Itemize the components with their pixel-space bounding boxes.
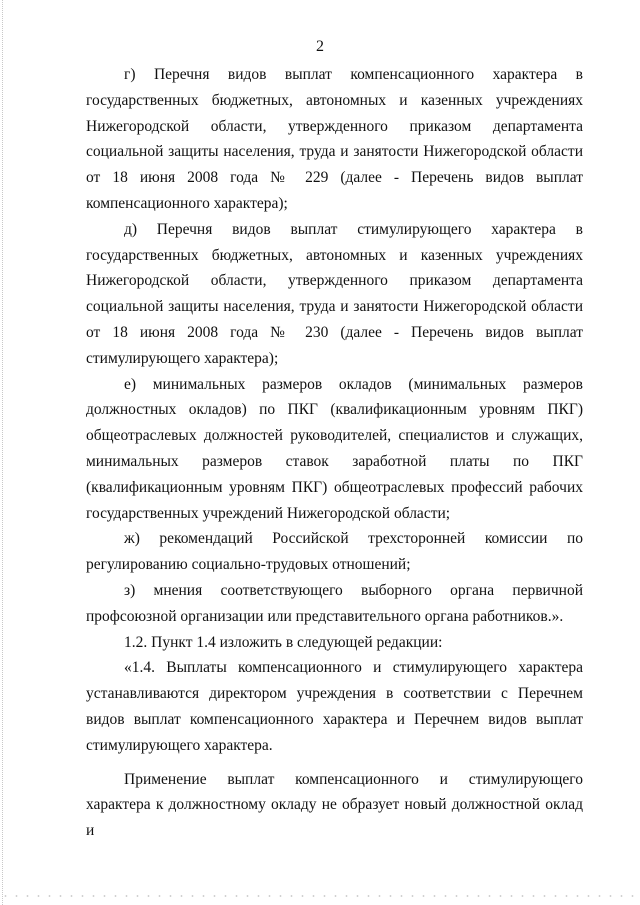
scan-edge: [2, 0, 4, 905]
paragraph-1-4: «1.4. Выплаты компенсационного и стимулирующего характера устанавливаются директором учреждения в соответствии с Перечнем видов выплат компенсационного характера и Перечнем видов выплат стимулирующего характера.: [86, 659, 583, 754]
paragraph-1-2: 1.2. Пункт 1.4 изложить в следующей редакции:: [124, 633, 443, 651]
paragraph-d: д) Перечня видов выплат стимулирующего характера в государственных бюджетных, автономных и казенных учреждениях Нижегородской области, утвержденного приказом департамента социальной защиты населения, труда и занятости Нижегородской области от 18 июня 2008 года № 230 (далее - Перечень видов выплат стимулирующего характера);: [86, 220, 583, 367]
paragraph-e: е) минимальных размеров окладов (минимальных размеров должностных окладов) по ПКГ (квалификационным уровням ПКГ) общеотраслевых должностей руководителей, специалистов и служащих, минимальных размеров ставок заработной платы по ПКГ (квалификационным уровням ПКГ) общеотраслевых профессий рабочих государственных учреждений Нижегородской области;: [86, 375, 583, 522]
scan-noise: [0, 895, 640, 897]
page-number: 2: [316, 38, 324, 55]
paragraph-g: г) Перечня видов выплат компенсационного характера в государственных бюджетных, автономных и казенных учреждениях Нижегородской области, утвержденного приказом департамента социальной защиты населения, труда и занятости Нижегородской области от 18 июня 2008 года № 229 (далее - Перечень видов выплат компенсационного характера);: [86, 66, 583, 212]
paragraph-application: Применение выплат компенсационного и стимулирующего характера к должностному окладу не образует новый должностной оклад и: [86, 770, 583, 840]
document-body: [86, 62, 583, 844]
paragraph-zh: ж) рекомендаций Российской трехсторонней комиссии по регулированию социально-трудовых отношений;: [86, 530, 583, 574]
paragraph-z: з) мнения соответствующего выборного органа первичной профсоюзной организации или представительного органа работников.».: [86, 581, 583, 625]
